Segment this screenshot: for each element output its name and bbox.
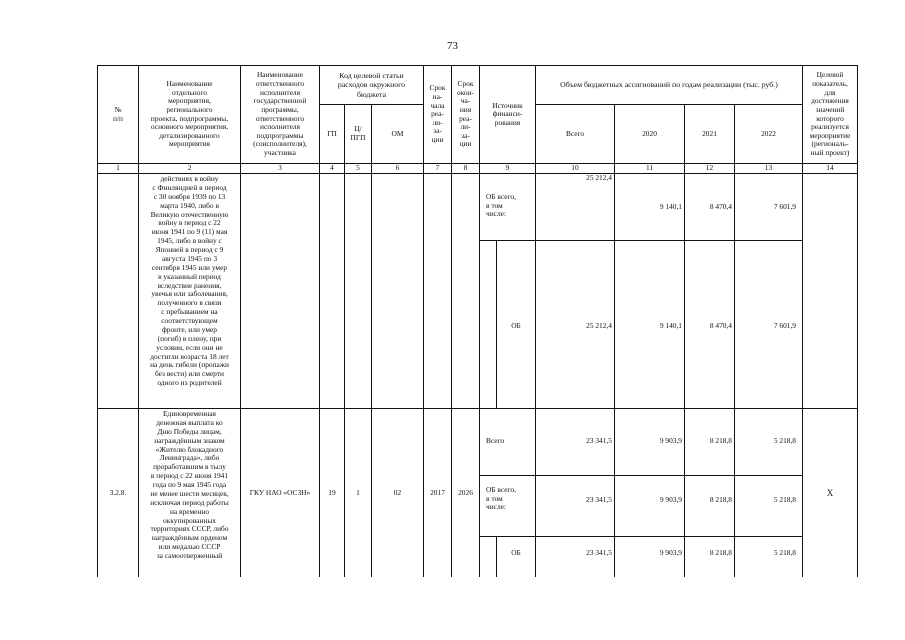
block2-row1-total: 23 341,5 [586, 436, 612, 445]
block2-start: 2017 [430, 487, 445, 497]
block1-row2-2020: 9 140,1 [659, 321, 682, 330]
col-num-10: 10 [571, 163, 579, 173]
block2-num: 3.2.8. [109, 487, 127, 497]
col-num-13: 13 [764, 163, 773, 173]
block2-description: Единовременная денежная выплата ко Дню Победы лицам, награждённым знаком «Жителю блокадного Ленинграда», либо проработавшим в тылу в период с 22 июня 1941 года по 9 мая 1945 года не менее шести месяцев, исключая период работы на временно оккупированных территориях СССР, либо награждённым орденом или медалью СССР за самоотверженный [150, 410, 229, 560]
block2-row2-source: ОБ всего, в том числе: [486, 485, 516, 512]
block1-row1-2021: 8 470,4 [709, 202, 732, 211]
header-volume-title: Объем бюджетных ассигнований по годам реализации (тыс. руб.) [560, 80, 778, 90]
col-border-11 [684, 104, 685, 577]
block1-row1-top-total: 25 212,4 [586, 173, 612, 182]
page-number: 73 [447, 40, 458, 52]
block2-row1-2020: 9 903,9 [659, 436, 682, 445]
block1-row2-2021: 8 470,4 [709, 321, 732, 330]
col-num-12: 12 [705, 163, 714, 173]
block2-cpgp: 1 [356, 487, 360, 497]
col-num-1: 1 [116, 163, 120, 173]
header-2022: 2022 [761, 128, 776, 138]
col-border-12 [734, 104, 735, 577]
header-code-title: Код целевой статьи расходов окружного бюджета [337, 71, 406, 99]
block2-row2-2020: 9 903,9 [659, 495, 682, 504]
col-num-7: 7 [435, 163, 440, 173]
block1-row1-2022: 7 601,9 [773, 202, 796, 211]
header-om: ОМ [391, 128, 404, 138]
block1-row-divider [479, 240, 802, 241]
block2-row2-2022: 5 218,8 [773, 495, 796, 504]
block2-responsible: ГКУ НАО «ОСЗН» [249, 487, 311, 497]
block1-row2-2022: 7 601,9 [773, 321, 796, 330]
block2-end: 2026 [458, 487, 473, 497]
col-num-9: 9 [505, 163, 510, 173]
header-2021: 2021 [702, 128, 717, 138]
col-num-2: 2 [187, 163, 192, 173]
block2-row2-2021: 8 218,8 [709, 495, 732, 504]
block1-row1-2020: 9 140,1 [659, 202, 682, 211]
block2-row1-source: Всего [486, 436, 505, 445]
col-num-14: 14 [826, 163, 834, 173]
column-numbers-bottom-line [97, 173, 857, 174]
block2-row2-total: 23 341,5 [586, 495, 612, 504]
col-num-11: 11 [645, 163, 654, 173]
header-end: Срок окон- ча- ния реа- ли- за- ции [456, 78, 475, 149]
header-responsible: Наименование ответственного исполнителя государственной программы, ответственного исполнителя подпрограммы (соисполнителя), участника [253, 70, 307, 158]
block2-gp: 19 [328, 487, 336, 497]
header-num: № п/п [113, 104, 123, 123]
col-num-4: 4 [330, 163, 334, 173]
block2-row3-total: 23 341,5 [586, 548, 612, 557]
header-start: Срок на- чала реа- ли- за- ции [429, 83, 446, 145]
block2-row3-source: ОБ [511, 548, 521, 557]
block2-row3-2020: 9 903,9 [659, 548, 682, 557]
block1-row1-source: ОБ всего, в том числе: [486, 192, 516, 219]
col-border-10 [614, 104, 615, 577]
block1-row2-total: 25 212,4 [586, 321, 612, 330]
header-gp: ГП [327, 128, 337, 138]
block1-description: действиях в войну с Финляндией в период с 30 ноября 1939 по 13 марта 1940, либо в Великую отечественную войну в период с 22 июня 1941 по 9 (11) мая 1945, либо в войну с Японией в период с 9 августа 1945 по 3 сентября 1945 или умер в указанный период вследствие ранения, увечья или заболевания, полученного в связи с пребыванием на соответствующем фронте, или умер (погиб) в плену, при условии, если они не достигли возраста 18 лет на день гибели (пропажи без вести) или смерти одного из родителей [150, 175, 229, 388]
block2-row2-divider [479, 536, 802, 537]
header-2020: 2020 [642, 128, 657, 138]
block2-row1-2021: 8 218,8 [709, 436, 732, 445]
block2-row1-divider [479, 475, 802, 476]
header-total: Всего [565, 128, 585, 138]
block2-row3-2022: 5 218,8 [773, 548, 796, 557]
header-name: Наименование отдельного мероприятия, регионального проекта, подпрограммы, основного мероприятия, детализированного мероприятия [150, 78, 229, 149]
block2-row1-2022: 5 218,8 [773, 436, 796, 445]
col-num-5: 5 [356, 163, 360, 173]
col-num-3: 3 [278, 163, 282, 173]
block2-row3-2021: 8 218,8 [709, 548, 732, 557]
header-source: Источник финанси- рования [492, 100, 523, 127]
block2-om: 02 [393, 487, 402, 497]
header-target: Целевой показатель, для достижения значений которого реализуется мероприятие (региональ- ный проект) [809, 70, 851, 158]
block2-target: Х [826, 487, 834, 498]
col-border-14 [857, 65, 858, 577]
header-cpgp: Ц/ ПГП [350, 124, 366, 142]
block1-row2-source: ОБ [511, 321, 521, 330]
col-num-8: 8 [463, 163, 468, 173]
col-num-6: 6 [395, 163, 400, 173]
